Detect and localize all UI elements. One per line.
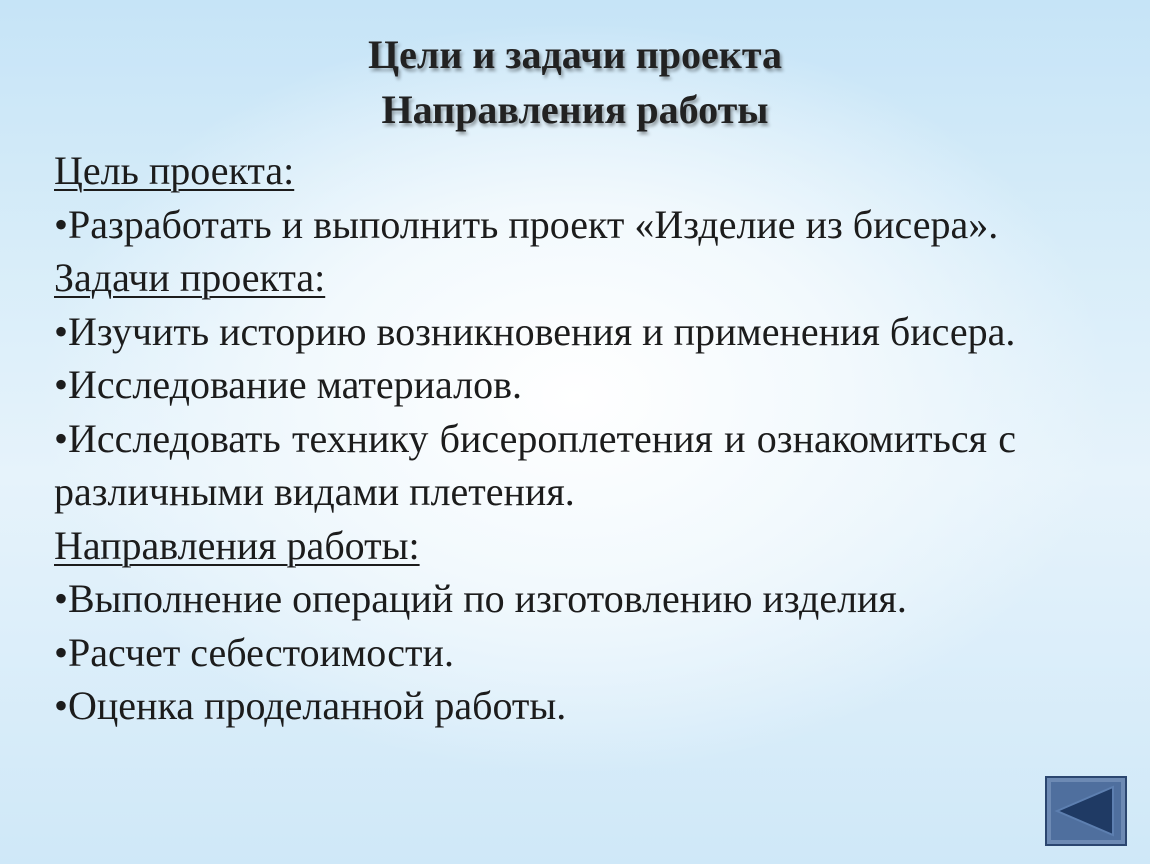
slide-title-line-2: Направления работы <box>381 87 769 132</box>
slide-title-line-1: Цели и задачи проекта <box>368 32 782 77</box>
slide-body <box>54 144 1016 733</box>
directions-heading: Направления работы: <box>54 522 420 568</box>
task-item-2: •Исследование материалов. <box>54 362 522 407</box>
goal-item: •Разработать и выполнить проект «Изделие из бисера». <box>54 201 999 247</box>
goal-heading: Цель проекта: <box>54 148 295 193</box>
triangle-left-icon <box>1047 778 1125 844</box>
back-button[interactable] <box>1045 776 1127 846</box>
direction-item-2: •Расчет себестоимости. <box>54 629 454 675</box>
task-item-3: •Исследовать технику бисероплетения и ознакомиться с различными видами плетения. <box>54 415 1016 514</box>
direction-item-3: •Оценка проделанной работы. <box>54 683 567 728</box>
tasks-heading: Задачи проекта: <box>54 255 326 300</box>
direction-item-1: •Выполнение операций по изготовлению изделия. <box>54 576 907 621</box>
task-item-1: •Изучить историю возникновения и применения бисера. <box>54 308 1016 354</box>
